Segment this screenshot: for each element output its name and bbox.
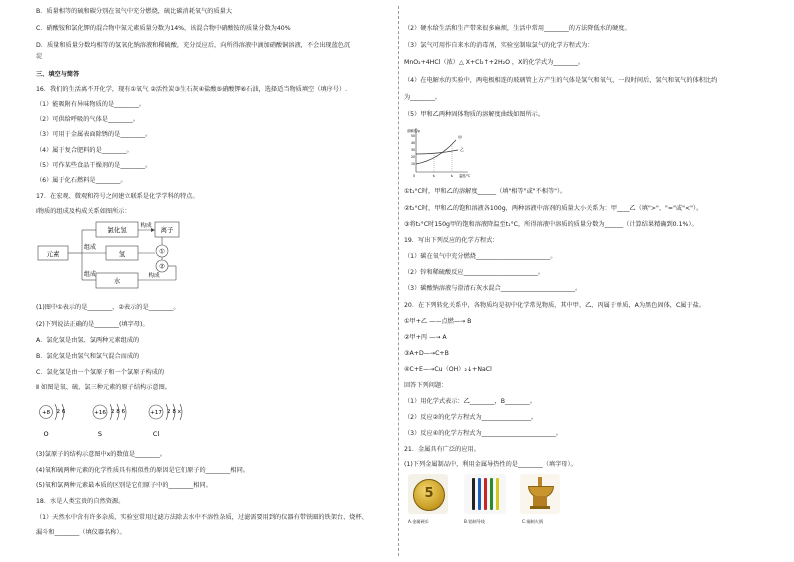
caption-b: B.铝制导线 [464,519,485,524]
option-d-text: D．质量和质量分数均相等的氢氧化钠溶液和稀硫酸，充分反应后，向所得溶液中滴加硝酸铜溶液，不会出现蓝色沉 [36,42,351,49]
graph-ytick-1: 40 [410,141,415,145]
atom-structures [36,398,236,442]
atom-oxygen [40,404,66,438]
q18-3: （3）氯气可用作自来水的消毒剂，实验室制取氯气的化学方程式为： [404,42,594,49]
label-goucheng-2: 构成 [148,273,160,279]
q20-2: （2）反应②的化学方程式为________________。 [404,414,538,421]
wire-yellow [496,478,499,510]
svg-text:+17: +17 [150,410,162,416]
label-zucheng-2: 组成 [83,271,97,278]
graph-ytick-3: 20 [410,155,415,159]
q19-stem: 19．写出下列反应的化学方程式： [404,237,499,244]
wire-blue [478,478,481,510]
q16-2: （2）可供给呼吸的气体是________。 [36,116,139,123]
q18-stem: 18．水是人类宝贵的自然资源。 [36,498,125,505]
q17-option-c: C．氯化氢是由一个氢原子和一个氯原子构成的 [36,369,165,376]
label-circle-1: ① [159,247,165,256]
label-ion: 离子 [160,226,174,234]
atom-sulfur [93,404,126,438]
graph-y-label: 溶解度/g [407,129,420,133]
graph-x-label: 温度/°C [459,174,471,178]
q16-stem: 16．我们的生活离不开化学，现有①氧气 ②活性炭③生石灰④盐酸⑤硝酸钾⑥石油，选择适当物质填空（填序号）. [36,86,348,93]
q17-1: (1)图中①表示的是________，②表示的是________。 [36,304,180,311]
q18-2: （2）硬水给生活和生产带来很多麻烦，生活中常用________的方法降低水的硬度。 [404,25,631,32]
q16-4: （4）属于复合肥料的是________。 [36,147,133,154]
q17-4: (4)氧和硫两种元素的化学性质具有相似性的原因是它们原子的________相同。 [36,467,249,474]
q18-3-equation: MnO₂+4HCl（浓）△ X+Cl₂↑+2H₂O ，X的化学式为________。 [404,59,585,66]
q21-stem: 21．金属具有广泛的应用。 [404,446,480,453]
graph-ytick-0: 50 [410,134,415,138]
label-zucheng-1: 组成 [83,244,97,251]
q19-1: （1）碳在氧气中充分燃烧________________________。 [404,253,557,260]
q17-option-b: B．氯化氢是由氢气和氯气混合而成的 [36,353,140,360]
atom-chlorine [149,404,182,438]
q18-5-1: ①t₁°C时，甲和乙的溶解度______（填"相等"或"不相等"）。 [404,188,567,195]
q16-1: （1）能吸附有异味物质的是________。 [36,101,146,108]
label-hcl: 氯化氢 [107,226,127,234]
q16-6: （6）属于化石燃料是________。 [36,177,127,184]
wire-red [484,478,487,510]
wire-black [472,478,475,510]
q20-answer-intro: 回答下列问题： [404,382,448,389]
svg-text:+8: +8 [41,410,51,416]
svg-text:2 6: 2 6 [56,409,66,415]
hotpot-base [533,496,547,506]
right-column [404,0,774,562]
wire-photo [464,474,506,514]
option-d-text-cont: 淀 [36,53,43,60]
q18-4: （4）在电解水的实验中，两电极相连的玻璃管上方产生的气体是氢气和氧气，一段时间后，氢气和氧气的体积比约 [404,77,718,84]
q18-5-3: ③将t₂°C时150g甲的饱和溶液降温至t₁°C，所得溶液中溶质的质量分数为______（计算结果精确到0.1%）。 [404,221,698,228]
q17-2: (2)下列说法正确的是________(填字母)。 [36,321,149,328]
q16-3: （3）可用于金属表面除锈的是________。 [36,131,152,138]
left-column [36,0,394,562]
section-heading: 三、填空与简答 [36,71,80,78]
coin-denomination: 5 [424,486,434,501]
graph-ytick-2: 30 [410,148,415,152]
solubility-graph [404,124,474,182]
q18-5-2: ②t₂°C时，甲和乙的饱和溶液各100g，两种溶液中溶剂的质量大小关系为：甲____乙（填">"、"="或"<"）。 [404,205,703,212]
label-goucheng-1: 构成 [140,223,152,229]
graph-t1: t₁ [432,174,436,178]
hotpot-foot [530,506,550,509]
q20-reaction-4: ④C+E—→Cu（OH）₂↓+NaCl [404,366,492,373]
q20-stem: 20．在下列转化关系中，各物质均是初中化学常见物质，其中甲、乙、丙属于单质，A为黑色固体，C属于盐。 [404,302,706,309]
q20-reaction-3: ③A+D—→C+B [404,350,449,357]
q17-part1-intro: Ⅰ物质的组成及构成关系如图所示： [36,208,131,215]
graph-t2: t₂ [450,174,454,178]
svg-text:2 8 6: 2 8 6 [110,409,126,415]
q18-5: （5）甲和乙两种固体物质的溶解度曲线如图所示。 [404,111,545,118]
coin-icon [413,479,445,511]
q17-3: (3)氯原子的结构示意图中x的数值是________。 [36,451,166,458]
q17-5: (5)氧和氯两种元素最本质的区别是它们原子中的________相同。 [36,482,212,489]
label-yi: 乙 [460,147,464,152]
q18-4-cont: 为________。 [404,94,442,101]
graph-origin: 0 [412,174,415,178]
hotpot-photo [520,474,560,514]
column-divider [398,6,399,556]
svg-text:Cl: Cl [152,430,160,438]
curve-yi [416,150,458,154]
q21-1: (1)下列金属制品中，利用金属导热性的是________（填字母）。 [404,461,577,468]
q19-3: （3）碳酸钠溶液与澄清石灰水混合________________________。 [404,285,582,292]
caption-c: C.铜制火锅 [522,519,544,524]
label-circle-2: ② [159,262,165,271]
q20-1: （1）用化学式表示：乙________，B________。 [404,398,536,405]
label-yuansu: 元素 [46,250,60,258]
option-b-text: B．质量相等的硫和碳分别在氧气中充分燃烧，硫比碳消耗氧气的质量大 [36,8,233,15]
q19-2: （2）锌和稀硫酸反应________________________。 [404,269,545,276]
svg-text:S: S [97,430,103,438]
q20-reaction-1: ①甲+乙 ——点燃—→ B [404,318,472,325]
q20-reaction-2: ②甲+丙 —→ A [404,334,447,341]
q17-option-a: A．氯化氢是由氢、氯两种元素组成的 [36,337,140,344]
wire-green [490,478,493,510]
caption-a: A.金属硬币 [408,519,429,524]
curve-jia [416,140,456,164]
label-jia: 甲 [458,135,462,140]
option-c-text: C．硝酸铵和氯化钾的混合物中氮元素质量分数为14%，该混合物中硝酸铵的质量分数为40% [36,25,291,32]
q17-part2-intro: Ⅱ 如图是氧、硫、氯三种元素的原子结构示意图。 [36,384,171,391]
graph-ytick-4: 10 [410,162,415,166]
svg-text:O: O [43,430,49,438]
q17-stem: 17．在宏观、微观和符号之间建立联系是化学学科的特点。 [36,193,199,200]
svg-text:+16: +16 [94,410,106,416]
q18-1-cont: 漏斗和________（填仪器名称）。 [36,529,126,536]
q20-3: （3）反应④的化学方程式为________________________。 [404,430,562,437]
coin-photo [408,474,448,514]
label-water: 水 [113,277,121,285]
svg-text:2 8 x: 2 8 x [167,409,181,415]
q18-1: （1）天然水中含有许多杂质，实验室常用过滤方法除去水中不溶性杂质，过滤需要用到的仪器有带铁圈的铁架台、烧杯、 [36,514,368,521]
q16-5: （5）可作某些食品干燥剂的是________。 [36,162,152,169]
composition-diagram [36,218,236,292]
label-hydrogen: 氢 [118,250,126,258]
